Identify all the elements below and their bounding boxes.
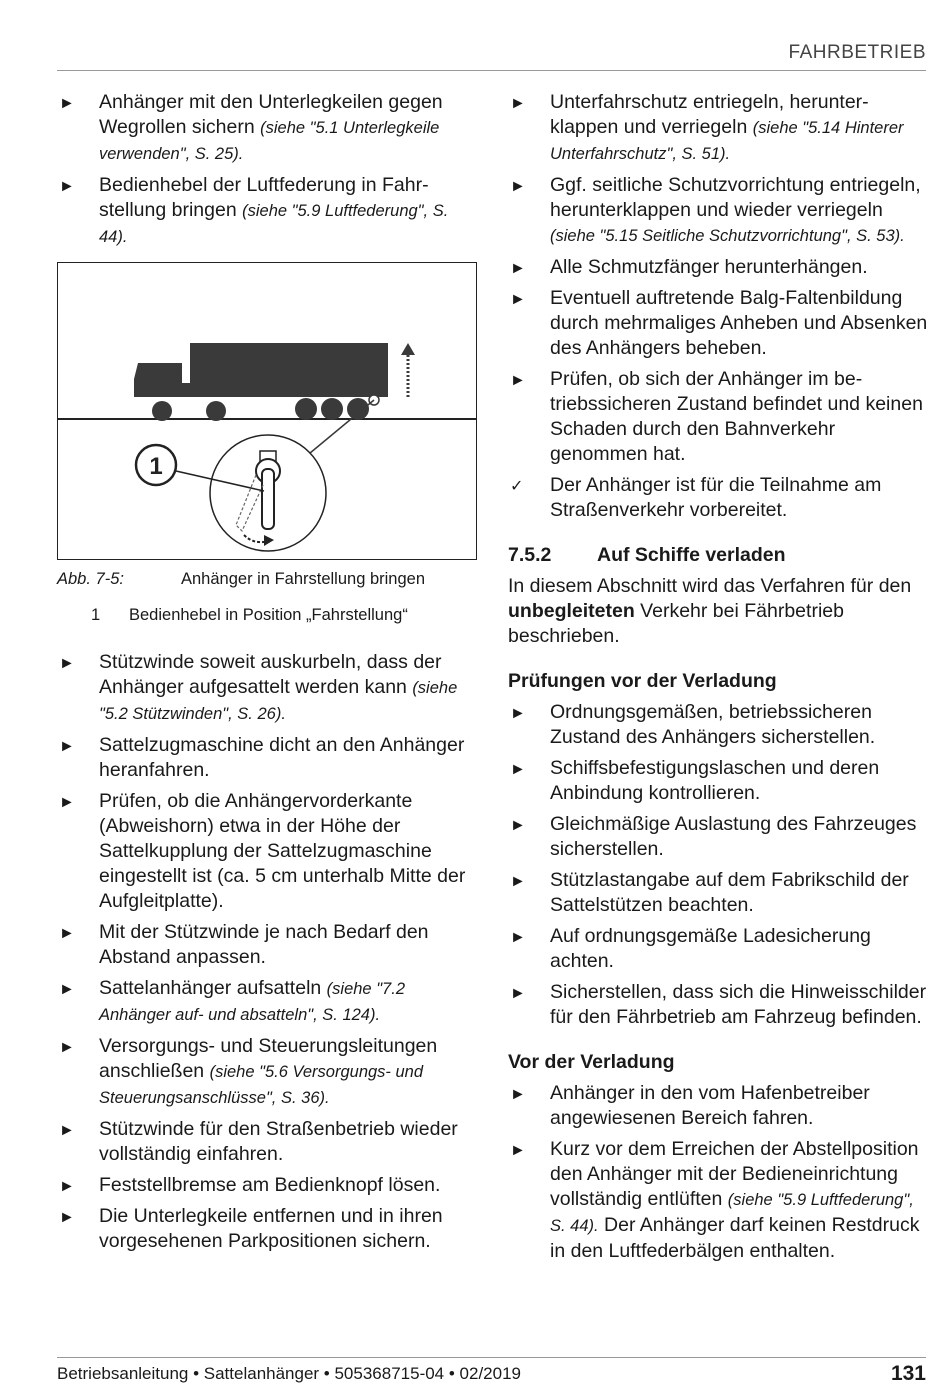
intro-emphasis: unbegleiteten [508,600,635,622]
before-loading-list [508,1081,928,1264]
operating-lever-icon [262,469,274,529]
checkmark-icon: ✓ [510,478,524,495]
section-heading [508,543,928,568]
figure-caption [57,568,477,590]
list-item [57,733,477,783]
list-item [508,868,928,918]
trailer-wheel-3 [347,398,369,420]
list-item [57,789,477,914]
list-item [508,924,928,974]
bullet-arrow-icon: ► [59,1039,75,1056]
list-item [508,700,928,750]
item-text: Prüfen, ob die Anhängervorderkante (Abweishorn) etwa in der Höhe der Sattelkupplung der Sattelzugmaschine eingestellt ist (ca. 5 cm unterhalb Mitte der Aufgleitplatte). [99,790,466,912]
bullet-arrow-icon: ► [510,873,526,890]
item-text: Ggf. seitliche Schutzvorrichtung entriegeln, herunterklappen und wieder verriegeln [550,174,921,221]
left-column [57,90,477,1260]
cross-reference-link[interactable]: (siehe "7.2 Anhänger auf- und absatteln", S. 124). [99,980,405,1024]
figure-legend [91,604,477,626]
item-text: Anhänger mit den Unterlegkeilen gegen Wegrollen sichern [99,91,443,138]
bullet-arrow-icon: ► [510,260,526,277]
caption-number: Abb. 7-5: [57,570,124,588]
section-intro [508,574,928,649]
list-item [57,1117,477,1167]
cross-reference-link[interactable]: (siehe "5.2 Stützwinden", S. 26). [99,679,458,723]
list-item [57,650,477,727]
legend-index: 1 [91,606,101,624]
list-item [57,1034,477,1111]
header-rule [57,70,926,71]
list-item [508,286,928,361]
item-text: Stützlastangabe auf dem Fabrikschild der Sattelstützen beachten. [550,869,909,916]
cross-reference-link[interactable]: (siehe "5.15 Seitliche Schutzvorrichtung", S. 53). [550,227,905,245]
bullet-arrow-icon: ► [59,925,75,942]
trailer-wheel-1 [295,398,317,420]
figure-illustration [58,263,476,559]
bullet-arrow-icon: ► [510,372,526,389]
trailer-wheel-2 [321,398,343,420]
item-text: Sattelanhänger aufsatteln [99,977,327,999]
bullet-arrow-icon: ► [510,929,526,946]
item-text: Der Anhänger ist für die Teilnahme am Straßenverkehr vorbereitet. [550,474,882,521]
item-text: Feststellbremse am Bedienknopf lösen. [99,1174,441,1196]
list-item [508,367,928,467]
item-text: Schiffsbefestigungslaschen und deren Anbindung kontrollieren. [550,757,880,804]
list-item [508,90,928,167]
bullet-arrow-icon: ► [59,981,75,998]
subheading-checks: Prüfungen vor der Verladung [508,670,777,692]
list-item [57,920,477,970]
footer-document-info: Betriebsanleitung • Sattelanhänger • 505368715-04 • 02/2019 [57,1364,521,1383]
list-item [57,976,477,1028]
bullet-arrow-icon: ► [510,705,526,722]
bullet-arrow-icon: ► [59,1122,75,1139]
list-item [508,812,928,862]
figure-trailer-drive-position [57,262,477,560]
cross-reference-link[interactable]: (siehe "5.1 Unterlegkeile verwenden", S. 25). [99,119,440,163]
item-text: Kurz vor dem Erreichen der Abstellposition den Anhänger mit der Bedieneinrichtung vollständig entlüften [550,1138,919,1210]
tractor-cab [134,363,182,397]
item-text: Anhänger in den vom Hafenbetreiber angewiesenen Bereich fahren. [550,1082,870,1129]
bullet-arrow-icon: ► [510,817,526,834]
section-number: 7.5.2 [508,544,552,566]
footer-rule [57,1357,926,1358]
section-title: Auf Schiffe verladen [597,544,786,566]
cross-reference-link[interactable]: (siehe "5.9 Luftfederung", S. 44). [99,202,449,246]
cross-reference-link[interactable]: (siehe "5.14 Hinterer Unterfahrschutz", S. 51). [550,119,904,163]
item-text: Stützwinde für den Straßenbetrieb wieder vollständig einfahren. [99,1118,458,1165]
right-list-top [508,90,928,523]
list-item [57,90,477,167]
page-number: 131 [890,1362,926,1385]
bullet-arrow-icon: ► [510,95,526,112]
list-item [508,980,928,1030]
caption-text: Anhänger in Fahrstellung bringen [181,570,425,588]
list-item [57,173,477,250]
list-item [508,1081,928,1131]
item-text: Prüfen, ob sich der Anhänger im betriebssicheren Zustand befindet und keinen Schaden durch den Bahnverkehr genommen hat. [550,368,923,465]
tractor-rear-wheel [206,401,226,421]
list-item [508,173,928,249]
bullet-arrow-icon: ► [510,761,526,778]
lift-arrow-head-icon [401,343,415,355]
left-list-bottom [57,650,477,1254]
cross-reference-link[interactable]: (siehe "5.9 Luftfederung", S. 44). [550,1191,914,1235]
item-text: Alle Schmutzfänger herunterhängen. [550,256,868,278]
bullet-arrow-icon: ► [59,794,75,811]
result-item [508,473,928,523]
left-list-top [57,90,477,250]
subheading-before-loading: Vor der Verladung [508,1051,675,1073]
item-text: Versorgungs- und Steuerungsleitungen anschließen [99,1035,438,1082]
item-text: Gleichmäßige Auslastung des Fahrzeuges sicherstellen. [550,813,917,860]
cross-reference-link[interactable]: (siehe "5.6 Versorgungs- und Steuerungsanschlüsse", S. 36). [99,1063,424,1107]
list-item [508,756,928,806]
item-text: Auf ordnungsgemäße Ladesicherung achten. [550,925,871,972]
callout-number: 1 [149,453,163,480]
list-item [508,1137,928,1264]
bullet-arrow-icon: ► [510,1086,526,1103]
item-text: Stützwinde soweit auskurbeln, dass der Anhänger aufgesattelt werden kann [99,651,442,698]
bullet-arrow-icon: ► [59,1209,75,1226]
list-item [57,1173,477,1198]
right-column [508,90,928,1270]
bullet-arrow-icon: ► [510,1142,526,1159]
item-text: Sattelzugmaschine dicht an den Anhänger heranfahren. [99,734,465,781]
item-text: Ordnungsgemäßen, betriebssicheren Zustand des Anhängers sicherstellen. [550,701,876,748]
trailer-body [190,343,388,397]
item-text: Bedienhebel der Luftfederung in Fahrstellung bringen [99,174,429,221]
item-text: Eventuell auftretende Balg-Faltenbildung durch mehrmaliges Anheben und Absenken des Anhängers beheben. [550,287,928,359]
item-text-end: Der Anhänger darf keinen Restdruck in den Luftfederbälgen enthalten. [550,1214,920,1262]
bullet-arrow-icon: ► [59,738,75,755]
intro-text-end: Verkehr bei Fährbetrieb beschrieben. [508,600,844,647]
item-text: Unterfahrschutz entriegeln, herunterklappen und verriegeln [550,91,869,138]
tractor-front-wheel [152,401,172,421]
item-text: Die Unterlegkeile entfernen und in ihren vorgesehenen Parkpositionen sichern. [99,1205,443,1252]
bullet-arrow-icon: ► [59,95,75,112]
tractor-chassis [178,383,194,397]
list-item [57,1204,477,1254]
bullet-arrow-icon: ► [510,178,526,195]
bullet-arrow-icon: ► [510,985,526,1002]
bullet-arrow-icon: ► [59,178,75,195]
item-text: Mit der Stützwinde je nach Bedarf den Abstand anpassen. [99,921,429,968]
bullet-arrow-icon: ► [59,655,75,672]
intro-text: In diesem Abschnitt wird das Verfahren für den [508,575,912,597]
page-header-title: FAHRBETRIEB [788,42,926,63]
checks-list [508,700,928,1030]
legend-text: Bedienhebel in Position „Fahrstellung“ [129,606,408,624]
list-item [508,255,928,280]
item-text: Sicherstellen, dass sich die Hinweisschilder für den Fährbetrieb am Fahrzeug befinden. [550,981,927,1028]
bullet-arrow-icon: ► [510,291,526,308]
bullet-arrow-icon: ► [59,1178,75,1195]
